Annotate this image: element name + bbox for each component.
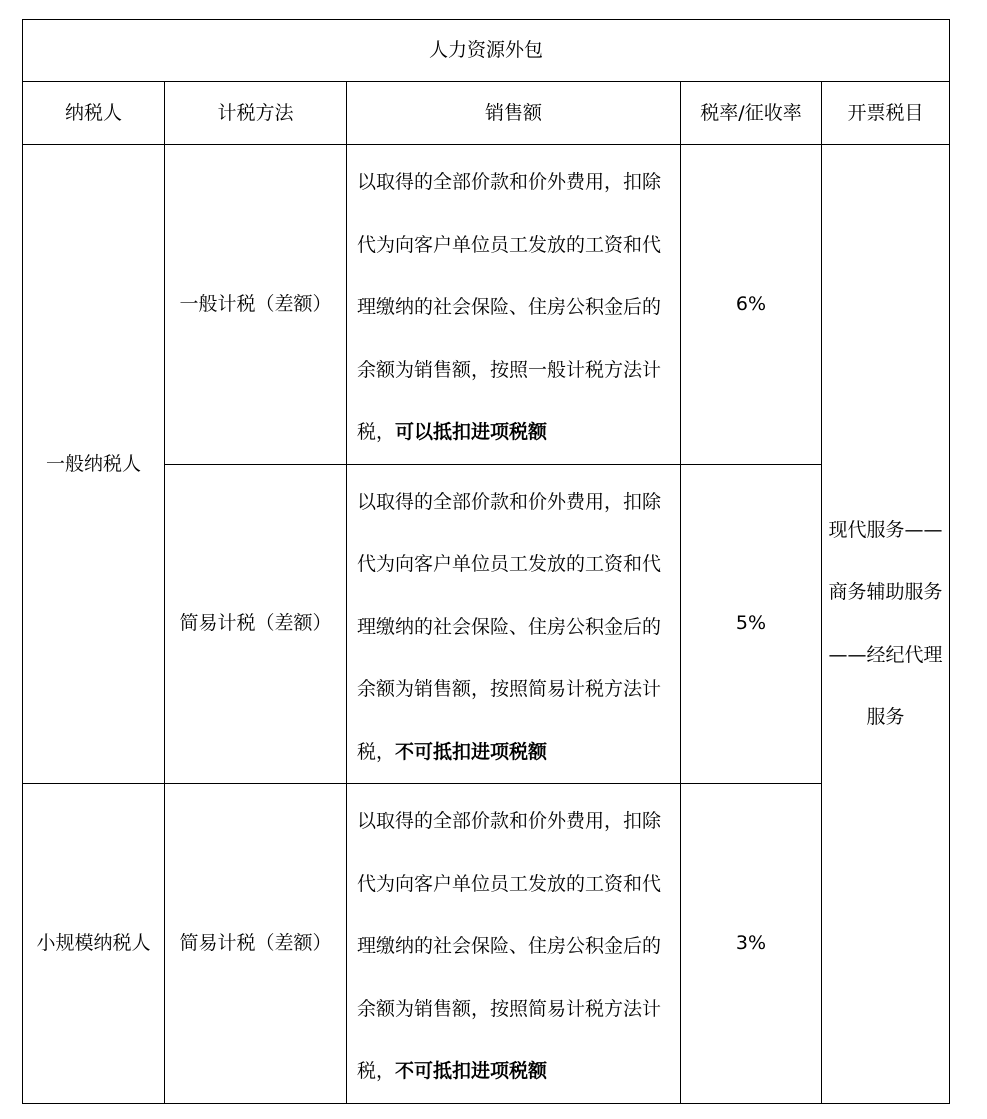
method-cell: 简易计税（差额）	[165, 464, 347, 784]
table-row	[23, 145, 950, 465]
taxpayer-general: 一般纳税人	[23, 145, 165, 784]
sales-text: 以取得的全部价款和价外费用，扣除代为向客户单位员工发放的工资和代理缴纳的社会保险、住房公积金后的余额为销售额，按照简易计税方法计税，	[357, 810, 662, 1082]
sales-cell	[347, 145, 681, 465]
header-row	[23, 82, 950, 145]
invoice-item-cell: 现代服务——商务辅助服务——经纪代理服务	[822, 145, 950, 1104]
rate-cell: 6%	[681, 145, 822, 465]
header-taxpayer: 纳税人	[23, 82, 165, 145]
sales-text: 以取得的全部价款和价外费用，扣除代为向客户单位员工发放的工资和代理缴纳的社会保险、住房公积金后的余额为销售额，按照一般计税方法计税，	[357, 171, 662, 443]
sales-bold-note: 不可抵扣进项税额	[395, 740, 548, 763]
rate-cell: 5%	[681, 464, 822, 784]
header-method: 计税方法	[165, 82, 347, 145]
header-sales: 销售额	[347, 82, 681, 145]
rate-cell: 3%	[681, 784, 822, 1104]
taxpayer-small: 小规模纳税人	[23, 784, 165, 1104]
sales-bold-note: 不可抵扣进项税额	[395, 1060, 548, 1082]
sales-cell	[347, 464, 681, 784]
header-rate: 税率/征收率	[681, 82, 822, 145]
table-title: 人力资源外包	[23, 20, 950, 82]
tax-table	[22, 19, 950, 1104]
table-row	[23, 784, 950, 1104]
title-row	[23, 20, 950, 82]
header-invoice-item: 开票税目	[822, 82, 950, 145]
method-cell: 一般计税（差额）	[165, 145, 347, 465]
sales-cell	[347, 784, 681, 1104]
method-cell: 简易计税（差额）	[165, 784, 347, 1104]
sales-bold-note: 可以抵扣进项税额	[395, 421, 548, 443]
sales-text: 以取得的全部价款和价外费用，扣除代为向客户单位员工发放的工资和代理缴纳的社会保险、住房公积金后的余额为销售额，按照简易计税方法计税，	[357, 490, 662, 763]
